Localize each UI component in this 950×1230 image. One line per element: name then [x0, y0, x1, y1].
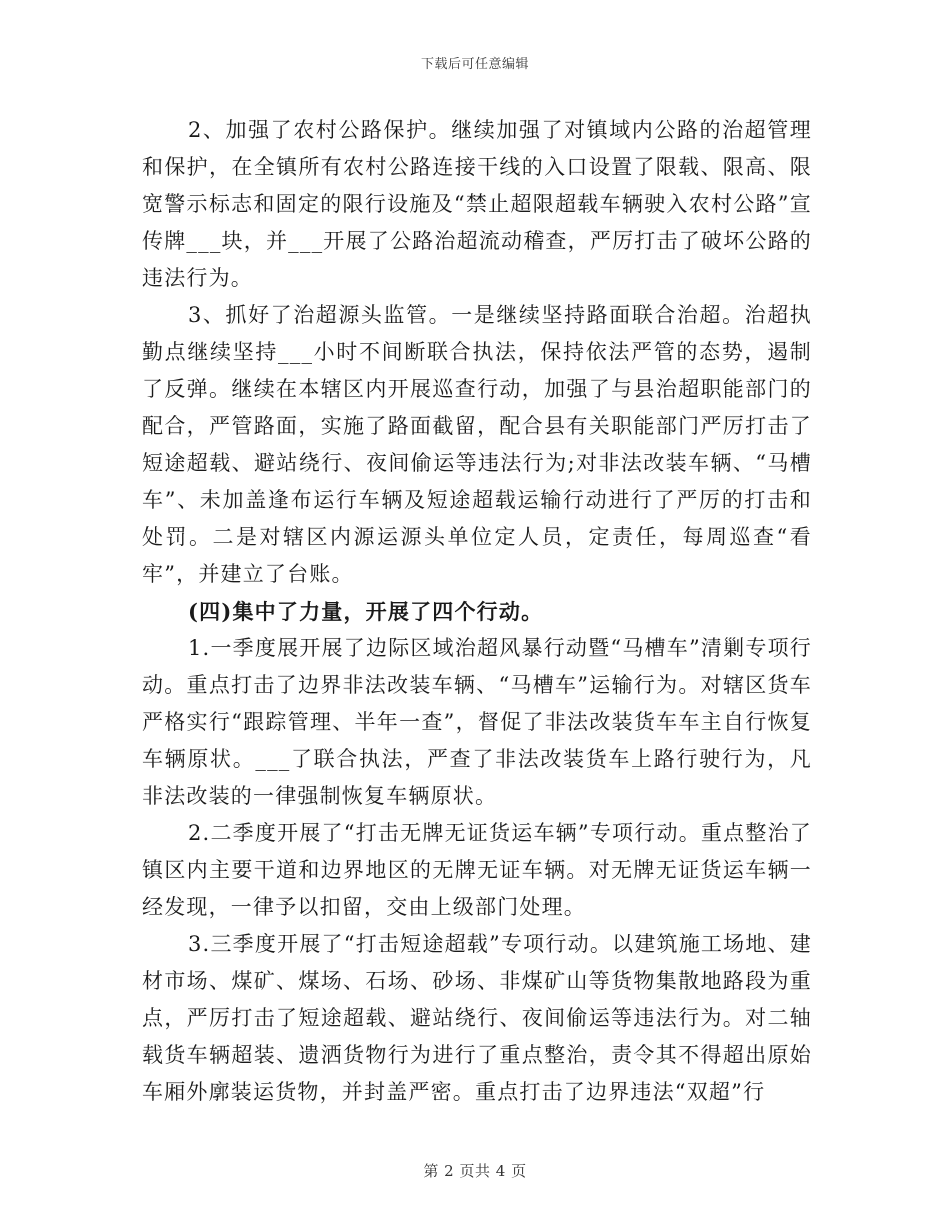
paragraph-source-supervision: 3、抓好了治超源头监管。一是继续坚持路面联合治超。治超执勤点继续坚持___小时不间断联合执法，保持依法严管的态势，遏制了反弹。继续在本辖区内开展巡查行动，加强了与县治超职能部门的配合，严管路面，实施了路面截留，配合县有关职能部门严厉打击了短途超载、避站绕行、夜间偷运等违法行为;对非法改装车辆、“马槽车”、未加盖逢布运行车辆及短途超载运输行动进行了严厉的打击和处罚。二是对辖区内源运源头单位定人员，定责任，每周巡查“看牢”，并建立了台账。	[142, 303, 812, 586]
paragraph-q3-action: 3.三季度开展了“打击短途超载”专项行动。以建筑施工场地、建材市场、煤矿、煤场、石场、砂场、非煤矿山等货物集散地路段为重点，严厉打击了短途超载、避站绕行、夜间偷运等违法行为。对二轴载货车辆超装、遗洒货物行为进行了重点整治，责令其不得超出原始车厢外廓装运货物，并封盖严密。重点打击了边界违法“双超”行	[142, 932, 812, 1104]
page-header: 下载后可任意编辑	[420, 57, 529, 72]
paragraph-rural-road-protection: 2、加强了农村公路保护。继续加强了对镇域内公路的治超管理和保护，在全镇所有农村公路连接干线的入口设置了限载、限高、限宽警示标志和固定的限行设施及“禁止超限超载车辆驶入农村公路”宣传牌___块，并___开展了公路治超流动稽查，严厉打击了破坏公路的违法行为。	[142, 118, 812, 290]
page-footer: 第 2 页共 4 页	[423, 1162, 527, 1180]
section-heading-four-actions: (四)集中了力量，开展了四个行动。	[188, 599, 544, 624]
paragraph-q1-action: 1.一季度展开展了边际区域治超风暴行动暨“马槽车”清剿专项行动。重点打击了边界非法改装车辆、“马槽车”运输行为。对辖区货车严格实行“跟踪管理、半年一查”，督促了非法改装货车车主自行恢复车辆原状。___了联合执法，严查了非法改装货车上路行驶行为，凡非法改装的一律强制恢复车辆原状。	[142, 636, 812, 808]
document-body	[142, 112, 812, 1111]
paragraph-q2-action: 2.二季度开展了“打击无牌无证货运车辆”专项行动。重点整治了镇区内主要干道和边界地区的无牌无证车辆。对无牌无证货运车辆一经发现，一律予以扣留，交由上级部门处理。	[142, 821, 812, 919]
